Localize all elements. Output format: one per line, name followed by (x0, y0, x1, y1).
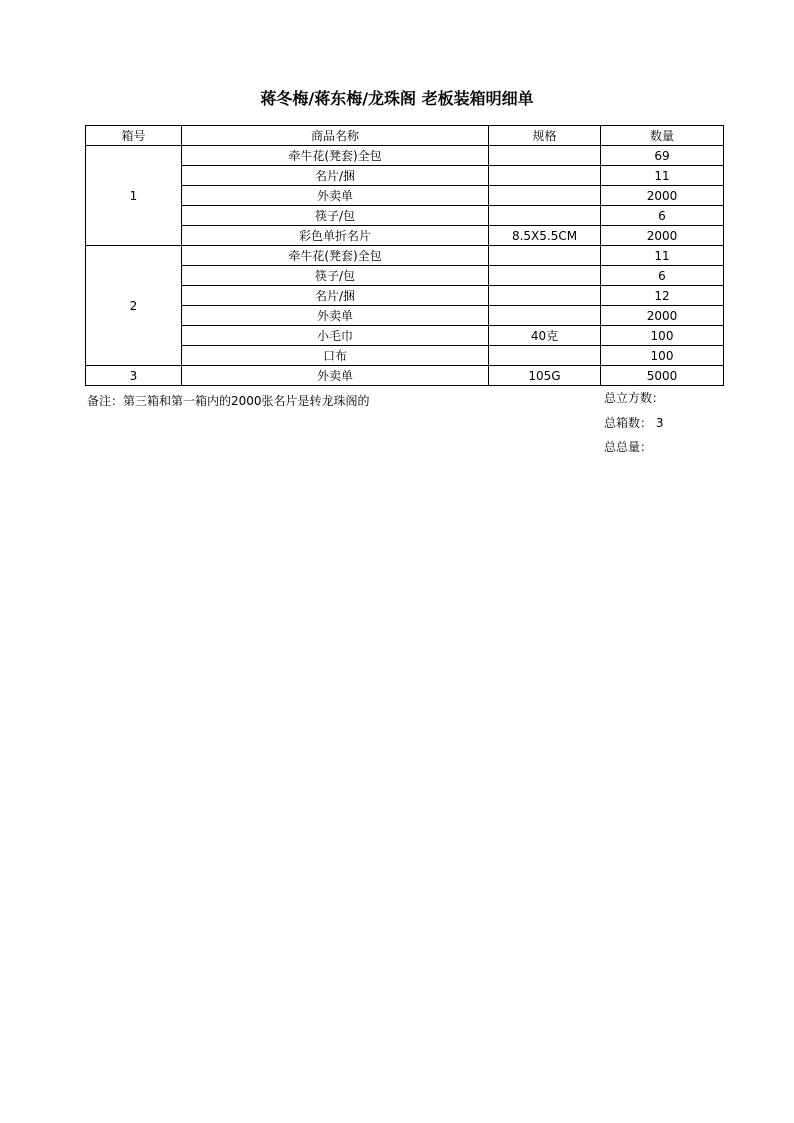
item-spec (489, 306, 601, 326)
item-qty: 5000 (601, 366, 724, 386)
item-name: 筷子/包 (182, 206, 489, 226)
table-row (86, 326, 724, 346)
item-spec (489, 166, 601, 186)
total-boxes-label: 总箱数： 3 (604, 416, 664, 430)
table-row (86, 186, 724, 206)
item-name: 彩色单折名片 (182, 226, 489, 246)
box-number: 1 (86, 146, 182, 246)
item-name: 外卖单 (182, 306, 489, 326)
total-weight-label: 总总量： (604, 440, 653, 454)
item-qty: 11 (601, 246, 724, 266)
header-qty: 数量 (601, 126, 724, 146)
item-spec (489, 206, 601, 226)
remark-note: 备注：第三箱和第一箱内的2000张名片是转龙珠阁的 (87, 394, 370, 408)
item-spec: 40克 (489, 326, 601, 346)
item-name: 名片/捆 (182, 286, 489, 306)
item-qty: 12 (601, 286, 724, 306)
header-item-name: 商品名称 (182, 126, 489, 146)
header-box-no: 箱号 (86, 126, 182, 146)
table-row (86, 146, 724, 166)
item-spec: 105G (489, 366, 601, 386)
item-name: 牵牛花(凳套)全包 (182, 146, 489, 166)
packing-list-table (85, 125, 724, 386)
item-spec (489, 346, 601, 366)
table-row (86, 266, 724, 286)
table-header-row (86, 126, 724, 146)
item-name: 口布 (182, 346, 489, 366)
item-qty: 6 (601, 266, 724, 286)
item-qty: 2000 (601, 186, 724, 206)
box-number: 2 (86, 246, 182, 366)
item-qty: 100 (601, 346, 724, 366)
item-qty: 6 (601, 206, 724, 226)
box-number: 3 (86, 366, 182, 386)
item-name: 筷子/包 (182, 266, 489, 286)
item-name: 牵牛花(凳套)全包 (182, 246, 489, 266)
table-row (86, 166, 724, 186)
header-spec: 规格 (489, 126, 601, 146)
item-spec: 8.5X5.5CM (489, 226, 601, 246)
table-row (86, 206, 724, 226)
item-name: 外卖单 (182, 366, 489, 386)
item-spec (489, 246, 601, 266)
item-name: 小毛巾 (182, 326, 489, 346)
item-name: 名片/捆 (182, 166, 489, 186)
table-row (86, 366, 724, 386)
item-spec (489, 146, 601, 166)
item-qty: 11 (601, 166, 724, 186)
item-qty: 69 (601, 146, 724, 166)
table-row (86, 246, 724, 266)
item-qty: 2000 (601, 226, 724, 246)
table-row (86, 286, 724, 306)
total-volume-label: 总立方数： (604, 391, 665, 405)
item-name: 外卖单 (182, 186, 489, 206)
table-row (86, 346, 724, 366)
item-spec (489, 186, 601, 206)
document-title: 蒋冬梅/蒋东梅/龙珠阁 老板装箱明细单 (260, 89, 534, 108)
item-qty: 100 (601, 326, 724, 346)
item-spec (489, 286, 601, 306)
item-qty: 2000 (601, 306, 724, 326)
item-spec (489, 266, 601, 286)
table-row (86, 306, 724, 326)
table-row (86, 226, 724, 246)
